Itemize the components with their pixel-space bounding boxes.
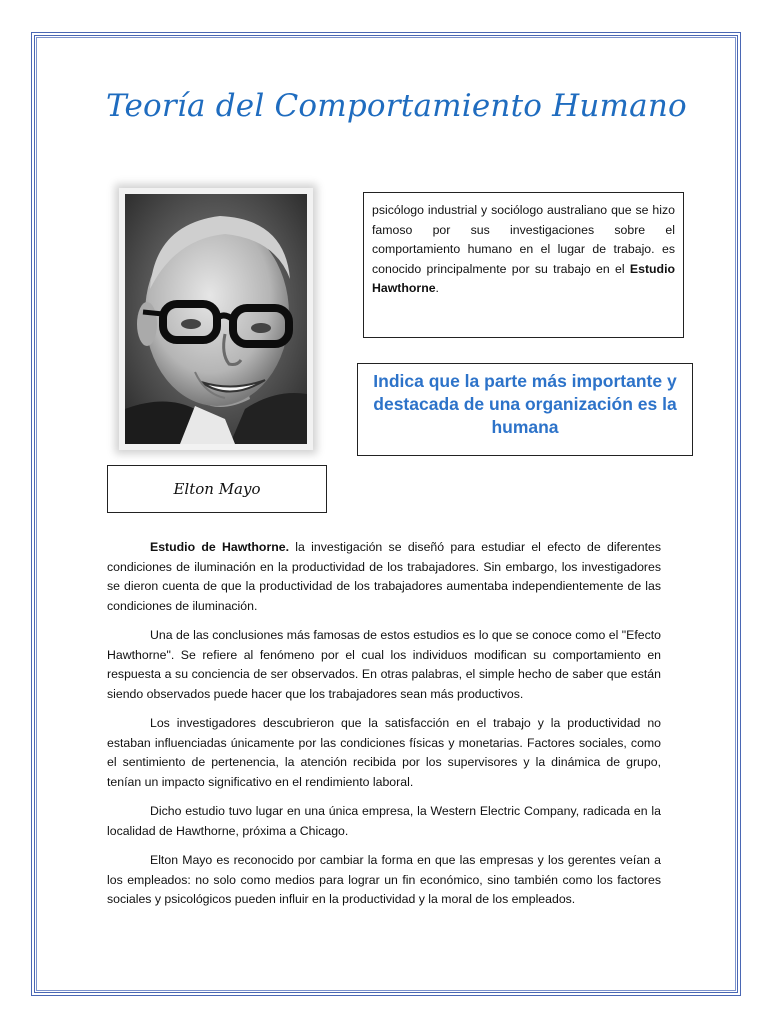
bio-end: . xyxy=(435,281,439,295)
bio-box xyxy=(363,192,684,338)
paragraph-1 xyxy=(107,538,661,616)
portrait-image xyxy=(125,194,307,444)
portrait-photo xyxy=(119,188,313,450)
paragraph-3: Los investigadores descubrieron que la satisfacción en el trabajo y la productividad no estaban influenciadas únicamente por las condiciones físicas y monetarias. Factores sociales, como el sentimiento de pertenencia, la atención recibida por los supervisores y la dinámica de grupo, tenían un impacto significativo en el rendimiento laboral. xyxy=(107,716,661,789)
paragraph-2: Una de las conclusiones más famosas de estos estudios es lo que se conoce como el "Efecto Hawthorne". Se refiere al fenómeno por el cual los individuos modifican su comportamiento en respuesta a su conciencia de ser observados. En otras palabras, el simple hecho de saber que están siendo observados puede hacer que los trabajadores sean más productivos. xyxy=(107,628,661,701)
bio-body: psicólogo industrial y sociólogo australiano que se hizo famoso por sus investigaciones sobre el comportamiento humano en el lugar de trabajo. es conocido principalmente por su trabajo en el xyxy=(372,203,675,276)
bio-text xyxy=(372,201,675,299)
paragraph-1-text: la investigación se diseñó para estudiar el efecto de diferentes condiciones de iluminación en la productividad de los trabajadores. Sin embargo, los investigadores se dieron cuenta de que la productividad de los trabajadores aumentaba independientemente de las condiciones de iluminación. xyxy=(107,540,661,613)
body-text xyxy=(107,538,661,920)
paragraph-5: Elton Mayo es reconocido por cambiar la forma en que las empresas y los gerentes veían a los empleados: no solo como medios para lograr un fin económico, sino también como los factores sociales y psicológicos pueden influir en la productividad y la moral de los empleados. xyxy=(107,853,661,906)
caption-box xyxy=(107,465,327,513)
paragraph-4: Dicho estudio tuvo lugar en una única empresa, la Western Electric Company, radicada en la localidad de Hawthorne, próxima a Chicago. xyxy=(107,804,661,838)
paragraph-1-lead: Estudio de Hawthorne. xyxy=(150,540,289,554)
quote-box xyxy=(357,363,693,456)
bio-highlight: Estudio Hawthorne xyxy=(372,261,675,295)
page-title: Teoría del Comportamiento Humano xyxy=(106,88,687,124)
quote-text: Indica que la parte más importante y destacada de una organización es la humana xyxy=(373,371,677,437)
photo-caption: Elton Mayo xyxy=(173,480,261,498)
